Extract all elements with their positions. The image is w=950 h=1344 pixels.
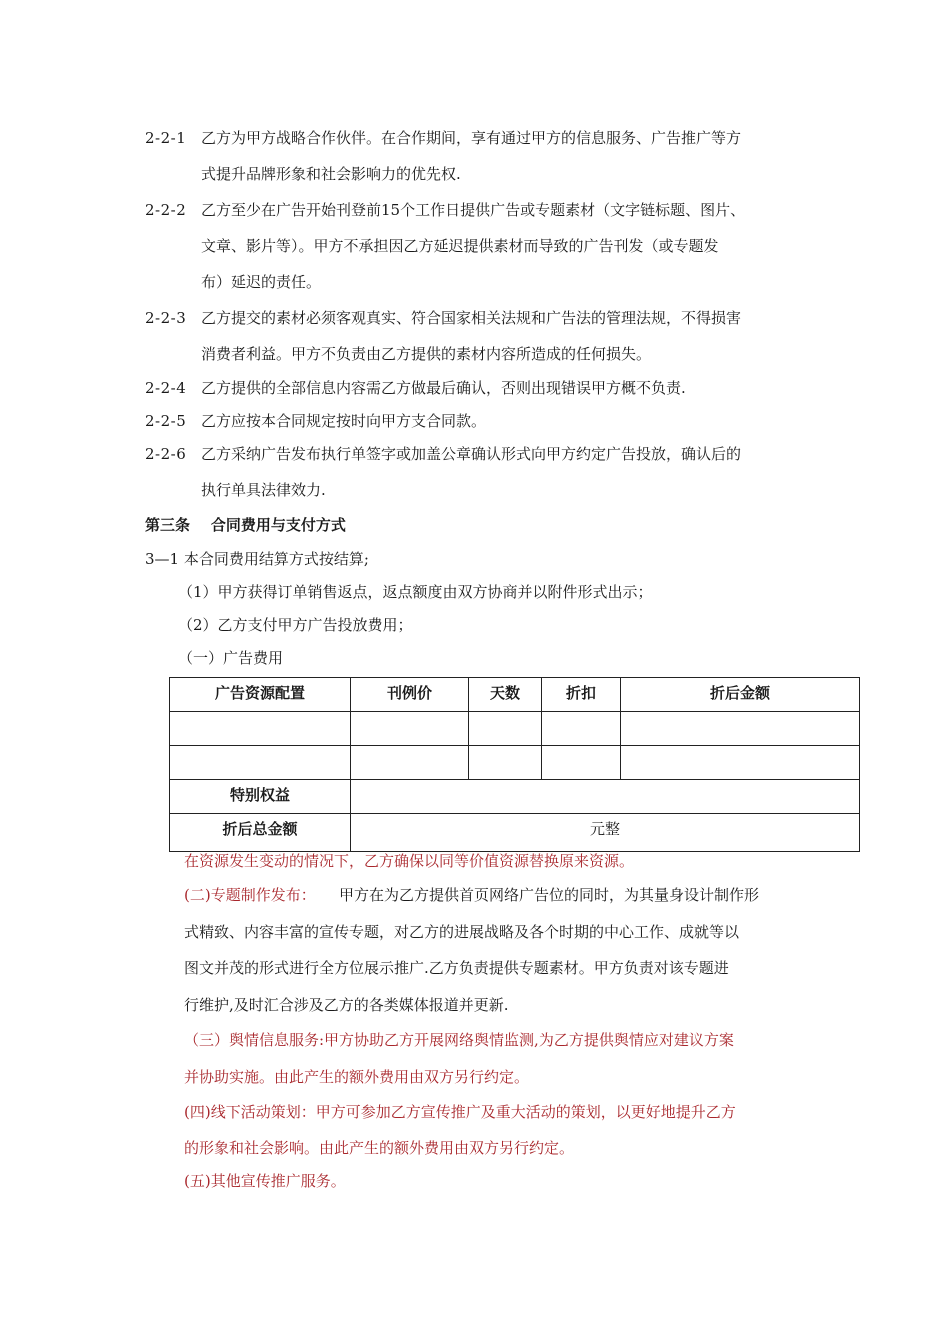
table-cell (542, 746, 621, 780)
paragraph-line: 式精致、内容丰富的宣传专题，对乙方的进展战略及各个时期的中心工作、成就等以 (184, 923, 740, 941)
table-cell (469, 746, 542, 780)
clause-text: 乙方提交的素材必须客观真实、符合国家相关法规和广告法的管理法规，不得损害 (201, 309, 742, 327)
clause-number: 2-2-4 (145, 379, 187, 397)
table-cell (351, 746, 469, 780)
table-header-cell: 天数 (469, 678, 542, 712)
table-row (170, 746, 860, 780)
total-amount-label: 折后总金额 (170, 814, 351, 852)
sub-item: （2）乙方支付甲方广告投放费用； (178, 616, 413, 634)
settlement-item: 3—1 本合同费用结算方式按结算; (145, 550, 369, 568)
clause-text: 乙方至少在广告开始刊登前15个工作日提供广告或专题素材（文字链标题、图片、 (201, 201, 746, 219)
special-rights-value (351, 780, 860, 814)
paragraph-line: 甲方在为乙方提供首页网络广告位的同时，为其量身设计制作形 (339, 886, 760, 904)
table-row (170, 712, 860, 746)
clause-text: 布）延迟的责任。 (201, 273, 322, 291)
clause-number: 2-2-3 (145, 309, 187, 327)
clause-text: 乙方应按本合同规定按时向甲方支合同款。 (201, 412, 487, 430)
clause-text: 执行单具法律效力. (201, 481, 326, 499)
paragraph-line: (五)其他宣传推广服务。 (184, 1172, 346, 1190)
table-cell (170, 712, 351, 746)
resource-change-note: 在资源发生变动的情况下，乙方确保以同等价值资源替换原来资源。 (184, 852, 635, 870)
clause-number: 2-2-2 (145, 201, 187, 219)
paragraph-line: 行维护,及时汇合涉及乙方的各类媒体报道并更新. (184, 996, 509, 1014)
paragraph-line: 并协助实施。由此产生的额外费用由双方另行约定。 (184, 1068, 530, 1086)
clause-number: 2-2-1 (145, 129, 187, 147)
table-header-cell: 刊例价 (351, 678, 469, 712)
fee-table (169, 677, 860, 852)
table-row (170, 780, 860, 814)
clause-text: 文章、影片等）。甲方不承担因乙方延迟提供素材而导致的广告刊发（或专题发 (201, 237, 719, 255)
table-header-cell: 广告资源配置 (170, 678, 351, 712)
paragraph-line: 的形象和社会影响。由此产生的额外费用由双方另行约定。 (184, 1139, 575, 1157)
clause-text: 乙方采纳广告发布执行单签字或加盖公章确认形式向甲方约定广告投放，确认后的 (201, 445, 742, 463)
article-heading: 第三条 合同费用与支付方式 (145, 516, 346, 534)
paragraph-line: (四)线下活动策划：甲方可参加乙方宣传推广及重大活动的策划，以更好地提升乙方 (184, 1103, 736, 1121)
sub-item: （1）甲方获得订单销售返点，返点额度由双方协商并以附件形式出示； (178, 583, 653, 601)
table-cell (621, 746, 860, 780)
paragraph-line: （三）舆情信息服务:甲方协助乙方开展网络舆情监测,为乙方提供舆情应对建议方案 (184, 1031, 734, 1049)
table-header-cell: 折后金额 (621, 678, 860, 712)
sub-item: （一）广告费用 (178, 649, 284, 667)
clause-text: 式提升品牌形象和社会影响力的优先权. (201, 165, 461, 183)
section-label: (二)专题制作发布： (184, 886, 316, 904)
total-amount-value: 元整 (351, 814, 860, 852)
table-header-cell: 折扣 (542, 678, 621, 712)
table-cell (170, 746, 351, 780)
table-header-row (170, 678, 860, 712)
clause-text: 消费者利益。甲方不负责由乙方提供的素材内容所造成的任何损失。 (201, 345, 652, 363)
table-row (170, 814, 860, 852)
clause-text: 乙方提供的全部信息内容需乙方做最后确认，否则出现错误甲方概不负责. (201, 379, 686, 397)
table-cell (351, 712, 469, 746)
special-rights-label: 特别权益 (170, 780, 351, 814)
clause-number: 2-2-6 (145, 445, 187, 463)
table-cell (621, 712, 860, 746)
paragraph-line: 图文并茂的形式进行全方位展示推广.乙方负责提供专题素材。甲方负责对该专题进 (184, 959, 729, 977)
clause-number: 2-2-5 (145, 412, 187, 430)
clause-text: 乙方为甲方战略合作伙伴。在合作期间，享有通过甲方的信息服务、广告推广等方 (201, 129, 742, 147)
table-cell (542, 712, 621, 746)
table-cell (469, 712, 542, 746)
